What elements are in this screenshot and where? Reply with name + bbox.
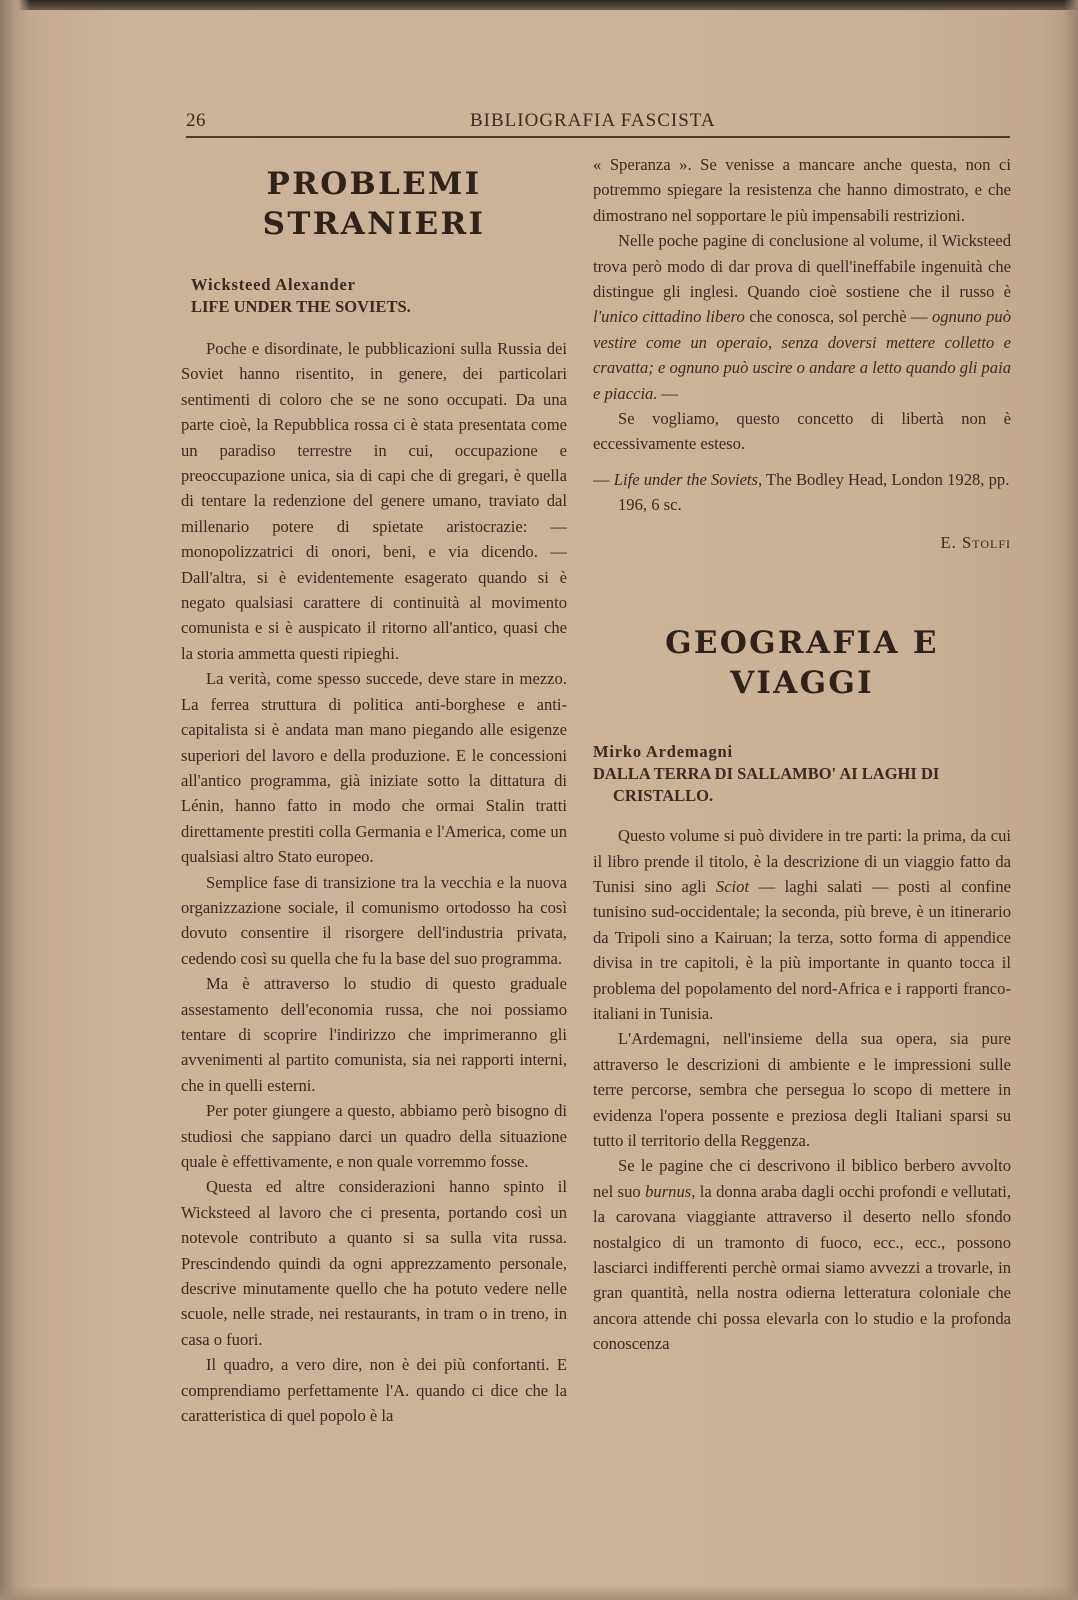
review-book-title: DALLA TERRA DI SALLAMBO' AI LAGHI DI CRISTALLO. [593,764,940,806]
text-run: Se le pagine che ci descrivono il biblico berbero avvolto nel suo [593,1156,1011,1201]
running-title: BIBLIOGRAFIA FASCISTA [470,110,716,131]
paragraph: Poche e disordinate, le pubblicazioni sulla Russia dei Soviet hanno risentito, in genere, dei particolari sentimenti di coloro che se ne sono occupati. Da una parte cioè, la Repubblica rossa ci è stata presentata come un paradiso terrestre in cui, occupazione e preoccupazione unica, sia di capi che di gregari, è quella di tentare la redenzione del genere umano, traviato dal millenario potere di spietate aristocrazie: — monopolizzatrici di onori, beni, e via dicendo. — Dall'altra, si è evidentemente esagerato quando si è negato qualsiasi carattere di continuità al movimento comunista e si è auspicato il ritorno all'antico, quasi che la storia ammetta questi ripieghi. [181,339,567,663]
left-column [181,152,567,1428]
text-run: Nelle poche pagine di conclusione al volume, il Wicksteed trova però modo di dar prova di quell'ineffabile ingenuità che distingue gli inglesi. Quando cioè sostiene che il russo è [593,231,1011,302]
paragraph-continuation: « Speranza ». Se venisse a mancare anche questa, non ci potremmo spiegare la resistenza che hanno dimostrato, e che dimostrano nel sopportare le più impensabili restrizioni. [593,155,1011,225]
italic-run: l'unico cittadino libero [593,307,745,327]
paragraph-conclusion [593,228,1011,406]
text-run: Questo volume si può dividere in tre parti: la prima, da cui il libro prende il titolo, è la descrizione di un viaggio fatto da Tunisi sino agli [593,826,1011,896]
paragraph [593,823,1011,1026]
review-book-title: LIFE UNDER THE SOVIETS. [191,297,411,316]
italic-run: burnus, [645,1181,696,1201]
section-title-problemi-stranieri: PROBLEMI STRANIERI [262,166,486,242]
paragraph: Semplice fase di transizione tra la vecchia e la nuova organizzazione sociale, il comunismo ortodosso ha così dovuto consentire il risorgere dell'industria privata, cedendo così su quella che fu la base del suo programma. [181,872,567,968]
reviewer-signature: E. Stolfi [940,532,1011,552]
page-right-edge [1064,0,1078,1600]
reference-title: Life under the Soviets, [613,469,763,489]
bibliographic-reference [593,467,1011,518]
paragraph: Questa ed altre considerazioni hanno spinto il Wicksteed al lavoro che ci presenta, portando così un notevole contributo a quanto si sa sulla vita russa. Prescindendo quindi da ogni apprezzamento personale, descrive minutamente quello che ha potuto vedere nelle scuole, nelle strade, nei restaurants, in tram o in treno, in casa o fuori. [181,1177,567,1349]
page-header [186,108,1010,134]
text-run: — [593,469,614,489]
text-run: — laghi salati — posti al confine tunisino sud-occidentale; la seconda, più breve, è un itinerario da Tripoli sino a Kairuan; la terza, sotto forma di appendice divisa in tre capitoli, è la più importante in quanto tocca il problema del popolamento del nord-Africa e i rapporti franco-italiani in Tunisia. [593,876,1011,1023]
italic-run: Sciot [715,876,750,896]
page-number: 26 [186,110,206,131]
paragraph: Ma è attraverso lo studio di questo graduale assestamento dell'economia russa, che noi possiamo tentare di scoprire l'indirizzo che imprimeranno gli avvenimenti al partito comunista, sia nei rapporti interni, che in quelli esterni. [181,974,567,1095]
paragraph: Per poter giungere a questo, abbiamo però bisogno di studiosi che sappiano darci un quadro della situazione quale è effettivamente, e non quale vorremmo fosse. [181,1101,567,1171]
page-bottom-edge [0,1586,1078,1600]
text-run: — [657,383,679,403]
paragraph: Se vogliamo, questo concetto di libertà non è eccessivamente esteso. [593,409,1011,454]
text-run: la donna araba dagli occhi profondi e vellutati, la carovana viaggiante attraverso il deserto nello sfondo nostalgico di un tramonto di fuoco, ecc., ecc., possono lasciarci indifferenti perchè ormai siamo avvezzi a trovarle, in gran quantità, nella nostra odierna letteratura coloniale che ancora attende chi possa elevarla con lo studio e la profonda conoscenza [593,1181,1011,1354]
paragraph: Il quadro, a vero dire, non è dei più confortanti. E comprendiamo perfettamente l'A. quando ci dice che la caratteristica di quel popolo è la [181,1355,567,1426]
paragraph: L'Ardemagni, nell'insieme della sua opera, sia pure attraverso le descrizioni di ambiente e le impressioni sulle terre percorse, sembra che persegua lo scopo di mettere in evidenza l'opera possente e preziosa degli Italiani sparsi su tutto il territorio della Reggenza. [593,1029,1011,1150]
italic-run: ognuno può vestire come un operaio, senza doversi mettere colletto e cravatta; e ognuno può uscire o andare a letto quando gli paia e piaccia. [593,307,1011,403]
paragraph [593,1153,1011,1356]
review-author: Mirko Ardemagni [593,742,733,762]
right-column [593,152,1011,1357]
header-rule [186,136,1010,138]
section-title-geografia-e-viaggi: GEOGRAFIA E VIAGGI [665,625,939,702]
text-run: che conosca, sol perchè — [744,307,932,327]
page-top-edge [0,0,1078,10]
text-run: The Bodley Head, London 1928, pp. 196, 6 sc. [618,469,1010,515]
page-left-edge [0,0,30,1600]
review-author: Wicksteed Alexander [191,275,356,294]
paragraph: La verità, come spesso succede, deve stare in mezzo. La ferrea struttura di politica anti-borghese e anti-capitalista si è andata man mano piegando alle esigenze superiori del lavoro e della produzione. E le concessioni all'antico programma, già iniziate sotto la dittatura di Lénin, hanno fatto in modo che ormai Stalin tratti direttamente prestiti colla Germania e l'America, come un qualsiasi altro Stato europeo. [181,669,567,867]
